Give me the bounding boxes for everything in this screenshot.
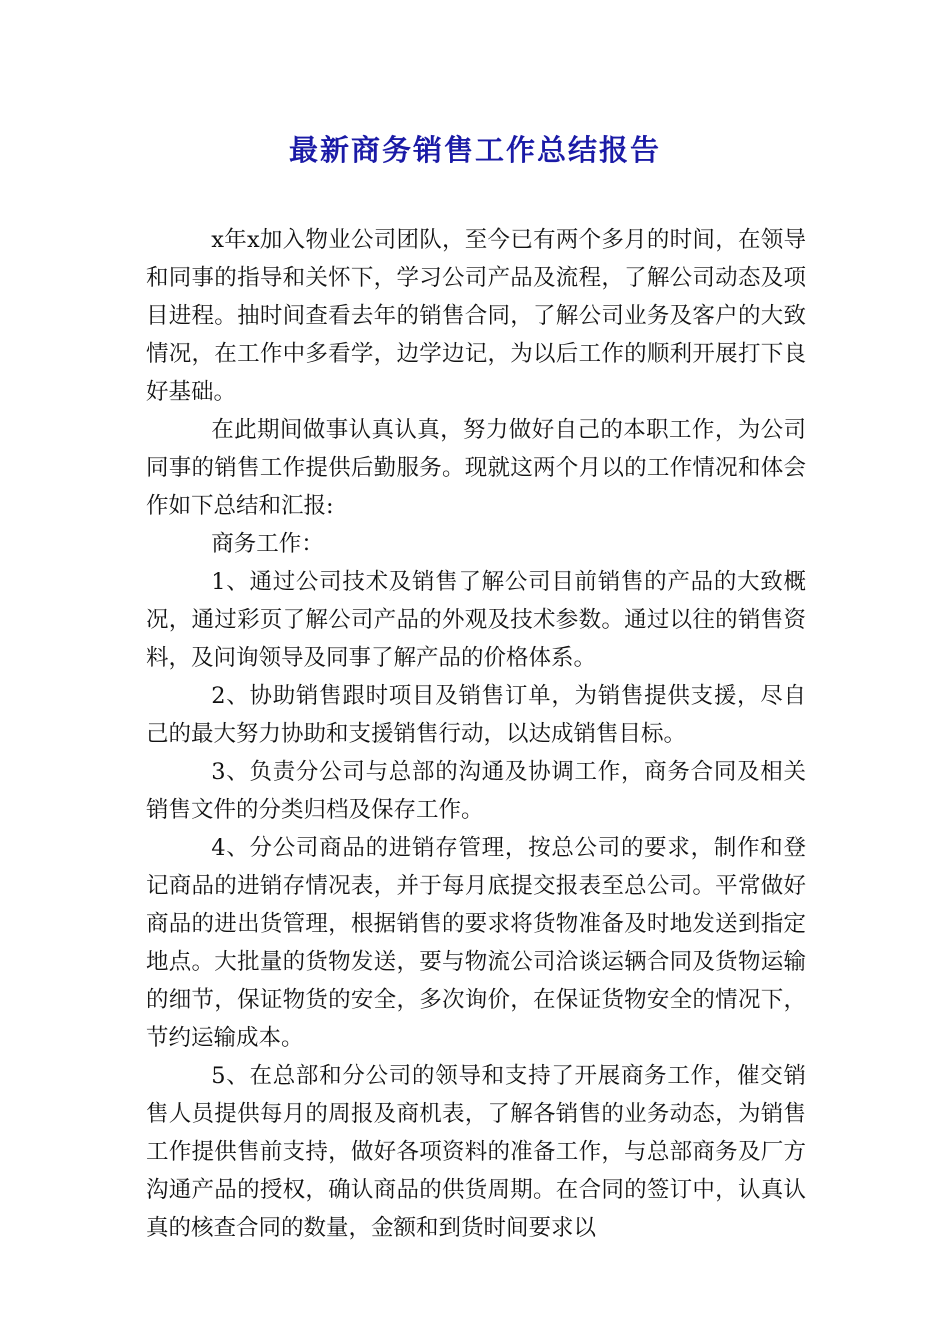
list-item-4: 4、分公司商品的进销存管理，按总公司的要求，制作和登记商品的进销存情况表，并于每月底提交报表至总公司。平常做好商品的进出货管理，根据销售的要求将货物准备及时地发送到指定地点。大批量的货物发送，要与物流公司洽谈运辆合同及货物运输的细节，保证物货的安全，多次询价，在保证货物安全的情况下，节约运输成本。 (146, 835, 806, 1051)
list-item-3: 3、负责分公司与总部的沟通及协调工作，商务合同及相关销售文件的分类归档及保存工作。 (146, 759, 806, 823)
list-item-2: 2、协助销售跟时项目及销售订单，为销售提供支援，尽自己的最大努力协助和支援销售行动，以达成销售目标。 (146, 683, 806, 747)
document-title: 最新商务销售工作总结报告 (288, 133, 661, 167)
list-item-5: 5、在总部和分公司的领导和支持了开展商务工作，催交销售人员提供每月的周报及商机表，了解各销售的业务动态，为销售工作提供售前支持，做好各项资料的准备工作，与总部商务及厂方沟通产品的授权，确认商品的供货周期。在合同的签订中，认真认真的核查合同的数量，金额和到货时间要求以 (146, 1063, 806, 1241)
document-body (146, 221, 806, 1247)
paragraph-intro: x年x加入物业公司团队，至今已有两个多月的时间，在领导和同事的指导和关怀下，学习公司产品及流程，了解公司动态及项目进程。抽时间查看去年的销售合同，了解公司业务及客户的大致情况，在工作中多看学，边学边记，为以后工作的顺利开展打下良好基础。 (146, 227, 806, 405)
section-heading-business: 商务工作： (211, 531, 324, 557)
paragraph-summary: 在此期间做事认真认真，努力做好自己的本职工作，为公司同事的销售工作提供后勤服务。现就这两个月以的工作情况和体会作如下总结和汇报: (146, 417, 806, 519)
list-item-1: 1、通过公司技术及销售了解公司目前销售的产品的大致概况，通过彩页了解公司产品的外观及技术参数。通过以往的销售资料，及问询领导及同事了解产品的价格体系。 (146, 569, 806, 671)
